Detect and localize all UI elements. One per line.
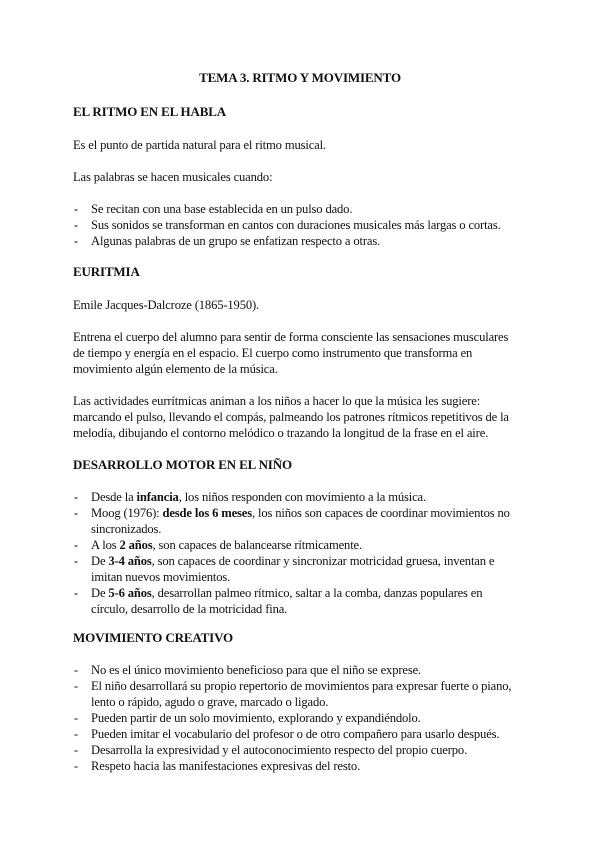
list-item-continuation: sincronizados. bbox=[91, 522, 162, 536]
paragraph: Es el punto de partida natural para el ritmo musical. bbox=[73, 138, 326, 152]
bullet-marker: - bbox=[74, 506, 79, 520]
list-item: Sus sonidos se transforman en cantos con duraciones musicales más largas o cortas. bbox=[91, 218, 501, 232]
paragraph: Las palabras se hacen musicales cuando: bbox=[73, 170, 273, 184]
bullet-marker: - bbox=[74, 743, 79, 757]
list-item: No es el único movimiento beneficioso para que el niño se exprese. bbox=[91, 663, 422, 677]
list-item-continuation: imitan nuevos movimientos. bbox=[91, 570, 231, 584]
list-item: Desarrolla la expresividad y el autoconocimiento respecto del propio cuerpo. bbox=[91, 743, 468, 757]
section-heading-euritmia: EURITMIA bbox=[73, 264, 140, 279]
bullet-marker: - bbox=[74, 711, 79, 725]
list-item: Moog (1976): desde los 6 meses, los niños son capaces de coordinar movimientos no bbox=[91, 506, 510, 520]
paragraph-line: de tiempo y energía en el espacio. El cuerpo como instrumento que transforma en bbox=[73, 346, 473, 360]
list-item: Pueden partir de un solo movimiento, explorando y expandiéndolo. bbox=[91, 711, 421, 725]
list-item: Se recitan con una base establecida en un pulso dado. bbox=[91, 202, 353, 216]
bullet-marker: - bbox=[74, 679, 79, 693]
section-heading-ritmo-habla: EL RITMO EN EL HABLA bbox=[73, 104, 227, 119]
bullet-marker: - bbox=[74, 490, 79, 504]
bullet-marker: - bbox=[74, 759, 79, 773]
bullet-marker: - bbox=[74, 586, 79, 600]
paragraph: Emile Jacques-Dalcroze (1865-1950). bbox=[73, 298, 260, 312]
list-item: De 5-6 años, desarrollan palmeo rítmico, saltar a la comba, danzas populares en bbox=[91, 586, 483, 600]
paragraph-line: Entrena el cuerpo del alumno para sentir de forma consciente las sensaciones musculares bbox=[73, 330, 509, 344]
bullet-marker: - bbox=[74, 727, 79, 741]
bullet-marker: - bbox=[74, 554, 79, 568]
section-heading-desarrollo-motor: DESARROLLO MOTOR EN EL NIÑO bbox=[73, 457, 292, 472]
list-item-continuation: lento o rápido, agudo o grave, marcado o ligado. bbox=[91, 695, 329, 709]
bullet-marker: - bbox=[74, 538, 79, 552]
paragraph-line: movimiento algún elemento de la música. bbox=[73, 362, 278, 376]
list-item: El niño desarrollará su propio repertorio de movimientos para expresar fuerte o piano, bbox=[91, 679, 512, 693]
list-item: Pueden imitar el vocabulario del profesor o de otro compañero para usarlo después. bbox=[91, 727, 500, 741]
list-item: Respeto hacia las manifestaciones expresivas del resto. bbox=[91, 759, 361, 773]
paragraph-line: Las actividades eurrítmicas animan a los niños a hacer lo que la música les sugiere: bbox=[73, 394, 481, 408]
section-heading-movimiento-creativo: MOVIMIENTO CREATIVO bbox=[73, 630, 234, 645]
bullet-marker: - bbox=[74, 218, 79, 232]
bullet-marker: - bbox=[74, 234, 79, 248]
list-item-continuation: círculo, desarrollo de la motricidad fina. bbox=[91, 602, 288, 616]
paragraph-line: melodía, dibujando el contorno melódico o trazando la longitud de la frase en el aire. bbox=[73, 426, 489, 440]
paragraph-line: marcando el pulso, llevando el compás, palmeando los patrones rítmicos repetitivos de la bbox=[73, 410, 509, 424]
list-item: De 3-4 años, son capaces de coordinar y sincronizar motricidad gruesa, inventan e bbox=[91, 554, 495, 568]
list-item: Algunas palabras de un grupo se enfatizan respecto a otras. bbox=[91, 234, 381, 248]
list-item: Desde la infancia, los niños responden con movimiento a la música. bbox=[91, 490, 426, 504]
list-item: A los 2 años, son capaces de balancearse rítmicamente. bbox=[91, 538, 362, 552]
page-title: TEMA 3. RITMO Y MOVIMIENTO bbox=[199, 70, 401, 85]
bullet-marker: - bbox=[74, 663, 79, 677]
bullet-marker: - bbox=[74, 202, 79, 216]
